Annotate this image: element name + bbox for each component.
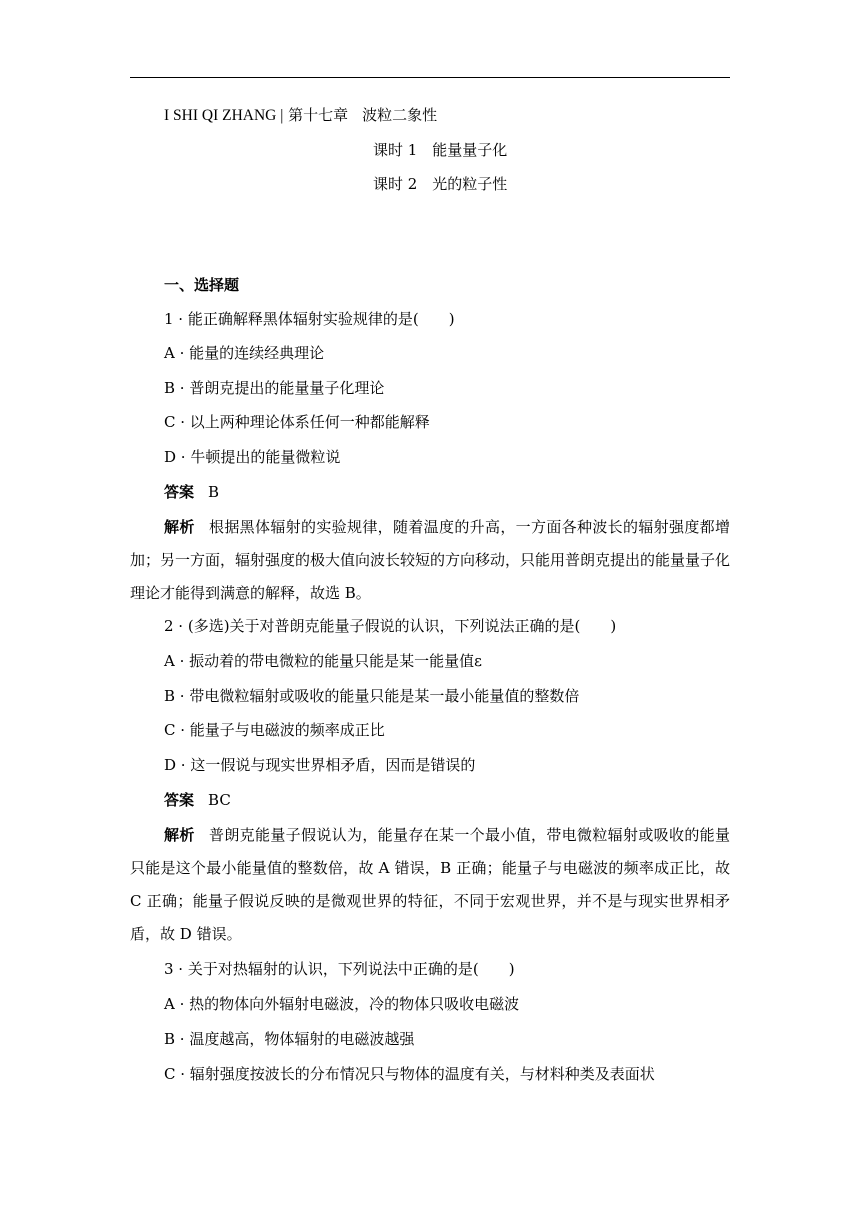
- answer-value: BC: [208, 791, 231, 809]
- question-1-option-d: D · 牛顿提出的能量微粒说: [164, 448, 341, 466]
- question-3-option-c: C · 辐射强度按波长的分布情况只与物体的温度有关，与材料种类及表面状: [164, 1065, 655, 1083]
- question-1-option-c: C · 以上两种理论体系任何一种都能解释: [164, 413, 430, 431]
- header-rule: [130, 77, 730, 78]
- question-2-option-a: A · 振动着的带电微粒的能量只能是某一能量值ε: [164, 652, 482, 670]
- question-1-stem: 1 · 能正确解释黑体辐射实验规律的是( ): [164, 310, 455, 328]
- question-1-option-b: B · 普朗克提出的能量量子化理论: [164, 379, 385, 397]
- question-3-option-a: A · 热的物体向外辐射电磁波，冷的物体只吸收电磁波: [164, 995, 520, 1013]
- question-2-option-c: C · 能量子与电磁波的频率成正比: [164, 721, 385, 739]
- question-1-analysis: [130, 511, 730, 610]
- question-2-stem: 2 · (多选)关于对普朗克能量子假说的认识，下列说法正确的是( ): [164, 617, 617, 635]
- question-3-stem: 3 · 关于对热辐射的认识，下列说法中正确的是( ): [164, 960, 515, 978]
- question-1-option-a: A · 能量的连续经典理论: [164, 344, 325, 362]
- answer-label: 答案: [164, 791, 195, 809]
- lesson-title-1: 课时 1 能量量子化: [373, 141, 508, 159]
- answer-value: B: [208, 483, 220, 501]
- question-3-option-b: B · 温度越高，物体辐射的电磁波越强: [164, 1030, 415, 1048]
- running-header: [164, 104, 437, 127]
- analysis-label: 解析: [164, 518, 195, 536]
- lesson-title-2: 课时 2 光的粒子性: [373, 175, 508, 193]
- header-title: 波粒二象性: [362, 106, 438, 124]
- header-chapter: 第十七章: [288, 106, 349, 124]
- section-title: 一、选择题: [164, 276, 240, 294]
- question-2-option-d: D · 这一假说与现实世界相矛盾，因而是错误的: [164, 756, 476, 774]
- answer-label: 答案: [164, 483, 195, 501]
- header-pinyin: I SHI QI ZHANG |: [164, 107, 284, 124]
- question-2-analysis: [130, 819, 730, 951]
- question-1-answer: [164, 481, 219, 503]
- analysis-text: 普朗克能量子假说认为，能量存在某一个最小值，带电微粒辐射或吸收的能量只能是这个最小能量值的整数倍，故 A 错误，B 正确；能量子与电磁波的频率成正比，故 C 正确；能量子假说反映的是微观世界的特征，不同于宏观世界，并不是与现实世界相矛盾，故 D 错误。: [130, 826, 730, 943]
- question-2-answer: [164, 789, 231, 811]
- analysis-text: 根据黑体辐射的实验规律，随着温度的升高，一方面各种波长的辐射强度都增加；另一方面，辐射强度的极大值向波长较短的方向移动，只能用普朗克提出的能量量子化理论才能得到满意的解释，故选 B。: [130, 518, 731, 602]
- analysis-label: 解析: [164, 826, 195, 844]
- question-2-option-b: B · 带电微粒辐射或吸收的能量只能是某一最小能量值的整数倍: [164, 687, 580, 705]
